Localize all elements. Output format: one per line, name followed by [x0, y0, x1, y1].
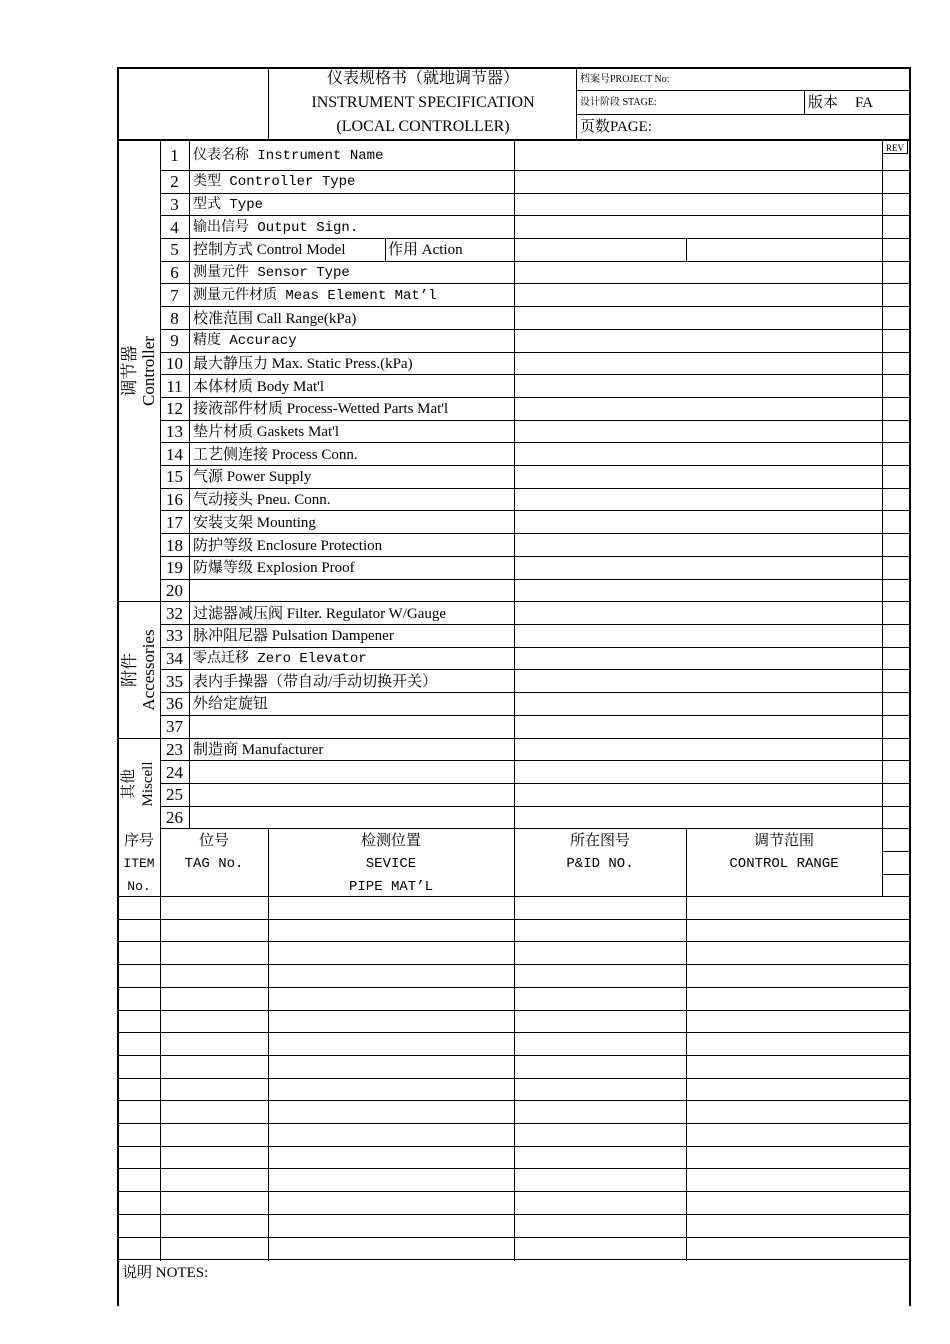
pid-en: P&ID NO.: [566, 856, 634, 872]
spec-row: [160, 533, 882, 556]
row-label: 表内手操器（带自动/手动切换开关）: [193, 673, 438, 690]
row-number: 19: [166, 558, 183, 578]
row-number: 1: [170, 146, 179, 165]
row-number: 14: [166, 444, 183, 464]
row-number: 37: [166, 717, 183, 737]
tag-en: TAG No.: [184, 856, 244, 872]
section-controller-en: Controller: [139, 336, 158, 406]
range-en: CONTROL RANGE: [729, 856, 839, 872]
h-line: [117, 1237, 909, 1238]
row-label: 精度 Accuracy: [193, 333, 297, 350]
row-label: 防爆等级 Explosion Proof: [193, 560, 355, 577]
spec-row: [160, 601, 882, 624]
v-line: [514, 828, 515, 1261]
service-en-1: SEVICE: [365, 856, 417, 872]
row-number: 33: [166, 626, 183, 646]
h-line: [576, 114, 909, 115]
item-en-2: No.: [127, 879, 151, 894]
section-misc-cn: 其他: [121, 769, 137, 800]
spec-row: [160, 738, 882, 761]
v-line: [160, 828, 161, 1261]
h-line: [117, 1146, 909, 1147]
spec-row: [160, 140, 882, 170]
h-line: [117, 1168, 909, 1169]
spec-row: [160, 238, 882, 261]
row-label: 校准范围 Call Range(kPa): [193, 310, 357, 327]
spec-row: [160, 511, 882, 534]
row-label: 工艺侧连接 Process Conn.: [193, 446, 358, 463]
h-line: [117, 1100, 909, 1101]
service-cn: 检测位置: [360, 833, 421, 849]
row-label: 类型 Controller Type: [193, 174, 356, 191]
h-line: [117, 1078, 909, 1079]
row-number: 3: [170, 195, 179, 215]
version-label: 版本: [808, 95, 839, 111]
row-number: 20: [166, 580, 183, 600]
spec-row: [160, 556, 882, 579]
row-number: 17: [166, 512, 183, 532]
section-controller-label: [120, 290, 158, 452]
section-accessories-cn: 附件: [120, 653, 139, 687]
row-label: 本体材质 Body Mat'l: [193, 378, 325, 395]
spec-row: [160, 442, 882, 465]
spec-row: [160, 715, 882, 738]
row-number: 6: [170, 263, 179, 283]
h-line: [882, 874, 909, 875]
section-accessories: [118, 603, 160, 739]
row-label: 型式 Type: [193, 197, 264, 214]
row-number: 10: [166, 353, 183, 373]
row-label: 测量元件 Sensor Type: [193, 265, 350, 282]
row-number: 13: [166, 422, 183, 442]
spec-row: [160, 215, 882, 238]
item-cn: 序号: [123, 833, 154, 849]
v-line: [909, 67, 911, 1306]
title-cn: 仪表规格书（就地调节器）: [326, 70, 519, 87]
row-number: 25: [166, 785, 183, 805]
spec-row: [160, 760, 882, 783]
spec-row: [160, 306, 882, 329]
row-label: 垫片材质 Gaskets Mat'l: [193, 424, 340, 441]
spec-row: [160, 374, 882, 397]
row-label: 输出信号 Output Sign.: [193, 219, 359, 236]
spec-row: [160, 329, 882, 352]
row-number: 12: [166, 399, 183, 419]
h-line: [117, 1055, 909, 1056]
spec-row: [160, 352, 882, 375]
spec-row: [160, 465, 882, 488]
h-line: [117, 1191, 909, 1192]
rev-label: REV: [882, 140, 908, 154]
row-number: 32: [166, 603, 183, 623]
h-line: [117, 987, 909, 988]
v-line: [882, 140, 883, 828]
section-controller: [118, 140, 160, 603]
row-label: 安装支架 Mounting: [193, 514, 316, 531]
spec-row: [160, 806, 882, 829]
spec-row: [160, 193, 882, 216]
row-label: 防护等级 Enclosure Protection: [193, 537, 383, 554]
spec-row: [160, 647, 882, 670]
row-number: 7: [170, 285, 179, 305]
row-number: 16: [166, 490, 183, 510]
row-label: 脉冲阻尼器 Pulsation Dampener: [193, 628, 394, 645]
h-line: [117, 1123, 909, 1124]
row-number: 26: [166, 807, 183, 827]
spec-row: [160, 261, 882, 284]
spec-row: [160, 397, 882, 420]
row-label: 制造商 Manufacturer: [193, 741, 324, 758]
row-number: 15: [166, 467, 183, 487]
row-number: 11: [166, 376, 183, 396]
row-label: 过滤器减压阀 Filter. Regulator W/Gauge: [193, 605, 447, 622]
section-controller-cn: 调节器: [120, 345, 139, 397]
row-number: 9: [170, 331, 179, 351]
tag-cn: 位号: [198, 833, 229, 849]
section-accessories-en: Accessories: [139, 629, 158, 711]
title-en: INSTRUMENT SPECIFICATION: [311, 94, 535, 111]
h-line: [117, 1259, 909, 1260]
row-label: 外给定旋钮: [193, 696, 269, 713]
h-line: [117, 941, 909, 942]
version-value: FA: [855, 95, 874, 111]
v-line: [882, 828, 883, 896]
section-misc: [118, 739, 160, 829]
row-label: 接液部件材质 Process-Wetted Parts Mat'l: [193, 401, 449, 418]
stage-label: 设计阶段 STAGE:: [580, 97, 657, 108]
row-number: 34: [166, 649, 183, 669]
spec-row: [160, 488, 882, 511]
pid-cn: 所在图号: [569, 833, 630, 849]
row-number: 8: [170, 308, 179, 328]
row-label: 控制方式 Control Model: [193, 242, 346, 259]
row-number: 2: [170, 172, 179, 192]
project-no-label: 档案号PROJECT No:: [580, 74, 670, 85]
row-number: 36: [166, 694, 183, 714]
h-line: [117, 1032, 909, 1033]
range-cn: 调节范围: [753, 833, 814, 849]
spec-row: [160, 624, 882, 647]
notes-label: 说明 NOTES:: [122, 1265, 209, 1281]
spec-row: [160, 284, 882, 307]
spec-row: [160, 692, 882, 715]
row-label: 测量元件材质 Meas Element Mat’l: [193, 287, 437, 304]
spec-row: [160, 420, 882, 443]
row-number: 35: [166, 671, 183, 691]
title-sub: (LOCAL CONTROLLER): [336, 118, 510, 135]
row-number: 24: [166, 762, 183, 782]
section-misc-label: [120, 723, 158, 845]
service-en-2: PIPE MAT’L: [348, 879, 433, 895]
page-label: 页数PAGE:: [580, 119, 652, 135]
h-line: [117, 1010, 909, 1011]
spec-row: [160, 669, 882, 692]
row-label: 气动接头 Pneu. Conn.: [193, 492, 331, 509]
item-en-1: ITEM: [123, 856, 155, 871]
h-line: [117, 1214, 909, 1215]
row-label: 气源 Power Supply: [193, 469, 312, 486]
section-misc-en: Miscell: [140, 761, 156, 807]
row-number: 18: [166, 535, 183, 555]
row-number: 4: [170, 217, 179, 237]
v-line: [686, 828, 687, 1261]
row-number: 23: [166, 739, 183, 759]
row-action-label: 作用 Action: [388, 242, 463, 259]
spec-row: [160, 783, 882, 806]
row-label: 仪表名称 Instrument Name: [193, 148, 384, 164]
row-number: 5: [170, 240, 179, 260]
row-label: 零点迁移 Zero Elevator: [193, 651, 367, 668]
spec-row: [160, 579, 882, 602]
v-line: [804, 90, 805, 114]
h-line: [882, 851, 909, 852]
h-line: [117, 919, 909, 920]
row-label: 最大静压力 Max. Static Press.(kPa): [193, 355, 413, 372]
spec-row: [160, 170, 882, 193]
h-line: [117, 964, 909, 965]
